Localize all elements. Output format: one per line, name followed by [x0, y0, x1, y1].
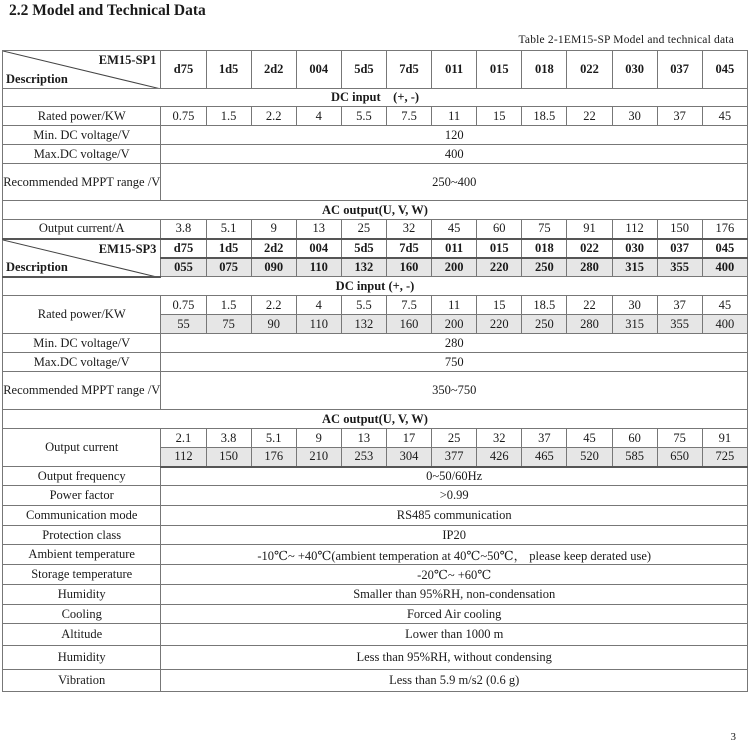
- output-current-value: 426: [477, 448, 522, 467]
- model-code: 045: [702, 239, 747, 258]
- output-current-value: 176: [251, 448, 296, 467]
- rated-power-value: 2.2: [251, 296, 296, 315]
- spec-value: Lower than 1000 m: [161, 624, 748, 646]
- model-code: 011: [432, 51, 477, 89]
- output-current-value: 304: [386, 448, 431, 467]
- model-code: d75: [161, 51, 206, 89]
- row-label: Communication mode: [3, 506, 161, 526]
- output-current-value: 75: [657, 429, 702, 448]
- row-label: Min. DC voltage/V: [3, 126, 161, 145]
- description-header-cell: [3, 239, 161, 277]
- description-label: Description: [6, 259, 68, 274]
- model-code: 045: [702, 51, 747, 89]
- row-label: Vibration: [3, 670, 161, 692]
- row-label: Cooling: [3, 605, 161, 624]
- model-code: 400: [702, 258, 747, 277]
- model-code: 018: [522, 51, 567, 89]
- page-number: 3: [730, 731, 736, 743]
- rated-power-value: 400: [702, 315, 747, 334]
- rated-power-value: 90: [251, 315, 296, 334]
- section-heading: 2.2 Model and Technical Data: [9, 2, 206, 19]
- output-current-value: 377: [432, 448, 477, 467]
- output-current-value: 25: [432, 429, 477, 448]
- model-label: EM15-SP1: [98, 53, 157, 67]
- row-label: Max.DC voltage/V: [3, 353, 161, 372]
- technical-data-table-wrapper: [2, 50, 748, 692]
- section-title: AC output(U, V, W): [3, 201, 748, 220]
- table-row: [3, 51, 748, 89]
- model-code: 022: [567, 239, 612, 258]
- table-row: [3, 545, 748, 565]
- min-dc-voltage: 120: [161, 126, 748, 145]
- model-code: 018: [522, 239, 567, 258]
- rated-power-value: 220: [477, 315, 522, 334]
- row-label: Recommended MPPT range /V: [3, 164, 161, 201]
- model-code: 5d5: [341, 51, 386, 89]
- table-row: [3, 605, 748, 624]
- rated-power-value: 200: [432, 315, 477, 334]
- table-row: [3, 670, 748, 692]
- row-label: Max.DC voltage/V: [3, 145, 161, 164]
- output-current-value: 3.8: [161, 220, 206, 239]
- model-code: 355: [657, 258, 702, 277]
- spec-value: Smaller than 95%RH, non-condensation: [161, 585, 748, 605]
- description-label: Description: [6, 72, 68, 86]
- rated-power-value: 280: [567, 315, 612, 334]
- rated-power-value: 55: [161, 315, 206, 334]
- model-code: 015: [477, 51, 522, 89]
- output-current-value: 32: [477, 429, 522, 448]
- table-row: [3, 296, 748, 315]
- table-row: [3, 220, 748, 239]
- rated-power-value: 22: [567, 296, 612, 315]
- table-row: [3, 372, 748, 410]
- model-code: 075: [206, 258, 251, 277]
- row-label: Min. DC voltage/V: [3, 334, 161, 353]
- output-current-value: 13: [341, 429, 386, 448]
- table-row: [3, 277, 748, 296]
- rated-power-value: 0.75: [161, 296, 206, 315]
- rated-power-value: 355: [657, 315, 702, 334]
- table-row: [3, 429, 748, 448]
- section-title: DC input (+, -): [3, 89, 748, 107]
- rated-power-value: 18.5: [522, 107, 567, 126]
- output-current-value: 520: [567, 448, 612, 467]
- spec-value: 0~50/60Hz: [161, 467, 748, 486]
- rated-power-value: 110: [296, 315, 341, 334]
- section-title: AC output(U, V, W): [3, 410, 748, 429]
- output-current-value: 32: [386, 220, 431, 239]
- table-row: [3, 201, 748, 220]
- table-row: [3, 526, 748, 545]
- output-current-value: 5.1: [251, 429, 296, 448]
- output-current-value: 176: [702, 220, 747, 239]
- output-current-value: 2.1: [161, 429, 206, 448]
- mppt-range: 250~400: [161, 164, 748, 201]
- table-row: [3, 164, 748, 201]
- rated-power-value: 11: [432, 107, 477, 126]
- output-current-value: 210: [296, 448, 341, 467]
- row-label: Humidity: [3, 646, 161, 670]
- table-row: [3, 239, 748, 258]
- rated-power-value: 7.5: [386, 107, 431, 126]
- row-label: Humidity: [3, 585, 161, 605]
- model-code: 280: [567, 258, 612, 277]
- row-label: Recommended MPPT range /V: [3, 372, 161, 410]
- rated-power-value: 37: [657, 107, 702, 126]
- output-current-value: 150: [206, 448, 251, 467]
- output-current-value: 60: [612, 429, 657, 448]
- model-code: 037: [657, 51, 702, 89]
- rated-power-value: 315: [612, 315, 657, 334]
- row-label: Power factor: [3, 486, 161, 506]
- row-label: Output frequency: [3, 467, 161, 486]
- model-code: 037: [657, 239, 702, 258]
- model-code: 004: [296, 51, 341, 89]
- rated-power-value: 250: [522, 315, 567, 334]
- rated-power-value: 15: [477, 296, 522, 315]
- table-row: [3, 565, 748, 585]
- model-code: 090: [251, 258, 296, 277]
- output-current-value: 91: [702, 429, 747, 448]
- output-current-value: 112: [612, 220, 657, 239]
- model-code: 055: [161, 258, 206, 277]
- output-current-value: 465: [522, 448, 567, 467]
- table-row: [3, 467, 748, 486]
- row-label: Output current/A: [3, 220, 161, 239]
- model-code: 030: [612, 239, 657, 258]
- model-code: 7d5: [386, 51, 431, 89]
- output-current-value: 37: [522, 429, 567, 448]
- output-current-value: 60: [477, 220, 522, 239]
- output-current-value: 45: [567, 429, 612, 448]
- model-code: 132: [341, 258, 386, 277]
- table-row: [3, 353, 748, 372]
- output-current-value: 650: [657, 448, 702, 467]
- spec-value: -20℃~ +60℃: [161, 565, 748, 585]
- model-code: 030: [612, 51, 657, 89]
- table-row: [3, 624, 748, 646]
- row-label: Altitude: [3, 624, 161, 646]
- rated-power-value: 7.5: [386, 296, 431, 315]
- output-current-value: 17: [386, 429, 431, 448]
- model-code: 015: [477, 239, 522, 258]
- rated-power-value: 15: [477, 107, 522, 126]
- output-current-value: 5.1: [206, 220, 251, 239]
- model-code: 1d5: [206, 239, 251, 258]
- output-current-value: 585: [612, 448, 657, 467]
- rated-power-value: 45: [702, 107, 747, 126]
- rated-power-value: 18.5: [522, 296, 567, 315]
- model-code: 1d5: [206, 51, 251, 89]
- model-code: 315: [612, 258, 657, 277]
- rated-power-value: 5.5: [341, 107, 386, 126]
- spec-value: Forced Air cooling: [161, 605, 748, 624]
- output-current-value: 91: [567, 220, 612, 239]
- rated-power-value: 45: [702, 296, 747, 315]
- model-code: 5d5: [341, 239, 386, 258]
- rated-power-value: 160: [386, 315, 431, 334]
- spec-value: RS485 communication: [161, 506, 748, 526]
- output-current-value: 253: [341, 448, 386, 467]
- rated-power-value: 75: [206, 315, 251, 334]
- row-label: Storage temperature: [3, 565, 161, 585]
- rated-power-value: 4: [296, 296, 341, 315]
- spec-value: >0.99: [161, 486, 748, 506]
- rated-power-value: 2.2: [251, 107, 296, 126]
- output-current-value: 150: [657, 220, 702, 239]
- model-code: 250: [522, 258, 567, 277]
- row-label: Output current: [3, 429, 161, 467]
- output-current-value: 3.8: [206, 429, 251, 448]
- section-title: DC input (+, -): [3, 277, 748, 296]
- rated-power-value: 4: [296, 107, 341, 126]
- max-dc-voltage: 400: [161, 145, 748, 164]
- table-row: [3, 486, 748, 506]
- rated-power-value: 30: [612, 296, 657, 315]
- model-code: 022: [567, 51, 612, 89]
- rated-power-value: 5.5: [341, 296, 386, 315]
- output-current-value: 45: [432, 220, 477, 239]
- table-row: [3, 410, 748, 429]
- output-current-value: 13: [296, 220, 341, 239]
- output-current-value: 112: [161, 448, 206, 467]
- table-row: [3, 585, 748, 605]
- spec-value: Less than 5.9 m/s2 (0.6 g): [161, 670, 748, 692]
- model-label: EM15-SP3: [98, 241, 157, 256]
- model-code: 2d2: [251, 51, 296, 89]
- description-header-cell: [3, 51, 161, 89]
- output-current-value: 9: [251, 220, 296, 239]
- output-current-value: 9: [296, 429, 341, 448]
- output-current-value: 725: [702, 448, 747, 467]
- rated-power-value: 1.5: [206, 107, 251, 126]
- row-label: Rated power/KW: [3, 107, 161, 126]
- table-row: [3, 89, 748, 107]
- model-code: 004: [296, 239, 341, 258]
- model-code: d75: [161, 239, 206, 258]
- rated-power-value: 1.5: [206, 296, 251, 315]
- model-code: 200: [432, 258, 477, 277]
- model-code: 2d2: [251, 239, 296, 258]
- technical-data-table: [2, 50, 748, 692]
- model-code: 011: [432, 239, 477, 258]
- model-code: 160: [386, 258, 431, 277]
- rated-power-value: 30: [612, 107, 657, 126]
- row-label: Ambient temperature: [3, 545, 161, 565]
- output-current-value: 75: [522, 220, 567, 239]
- rated-power-value: 37: [657, 296, 702, 315]
- table-row: [3, 334, 748, 353]
- model-code: 220: [477, 258, 522, 277]
- table-row: [3, 126, 748, 145]
- table-caption: Table 2-1EM15-SP Model and technical data: [518, 34, 734, 46]
- output-current-value: 25: [341, 220, 386, 239]
- min-dc-voltage: 280: [161, 334, 748, 353]
- mppt-range: 350~750: [161, 372, 748, 410]
- rated-power-value: 132: [341, 315, 386, 334]
- table-row: [3, 107, 748, 126]
- rated-power-value: 0.75: [161, 107, 206, 126]
- model-code: 7d5: [386, 239, 431, 258]
- model-code: 110: [296, 258, 341, 277]
- spec-value: IP20: [161, 526, 748, 545]
- spec-value: -10℃~ +40℃(ambient temperation at 40℃~50℃， please keep derated use): [161, 545, 748, 565]
- table-row: [3, 145, 748, 164]
- spec-value: Less than 95%RH, without condensing: [161, 646, 748, 670]
- table-row: [3, 646, 748, 670]
- row-label: Rated power/KW: [3, 296, 161, 334]
- max-dc-voltage: 750: [161, 353, 748, 372]
- row-label: Protection class: [3, 526, 161, 545]
- table-row: [3, 506, 748, 526]
- rated-power-value: 22: [567, 107, 612, 126]
- rated-power-value: 11: [432, 296, 477, 315]
